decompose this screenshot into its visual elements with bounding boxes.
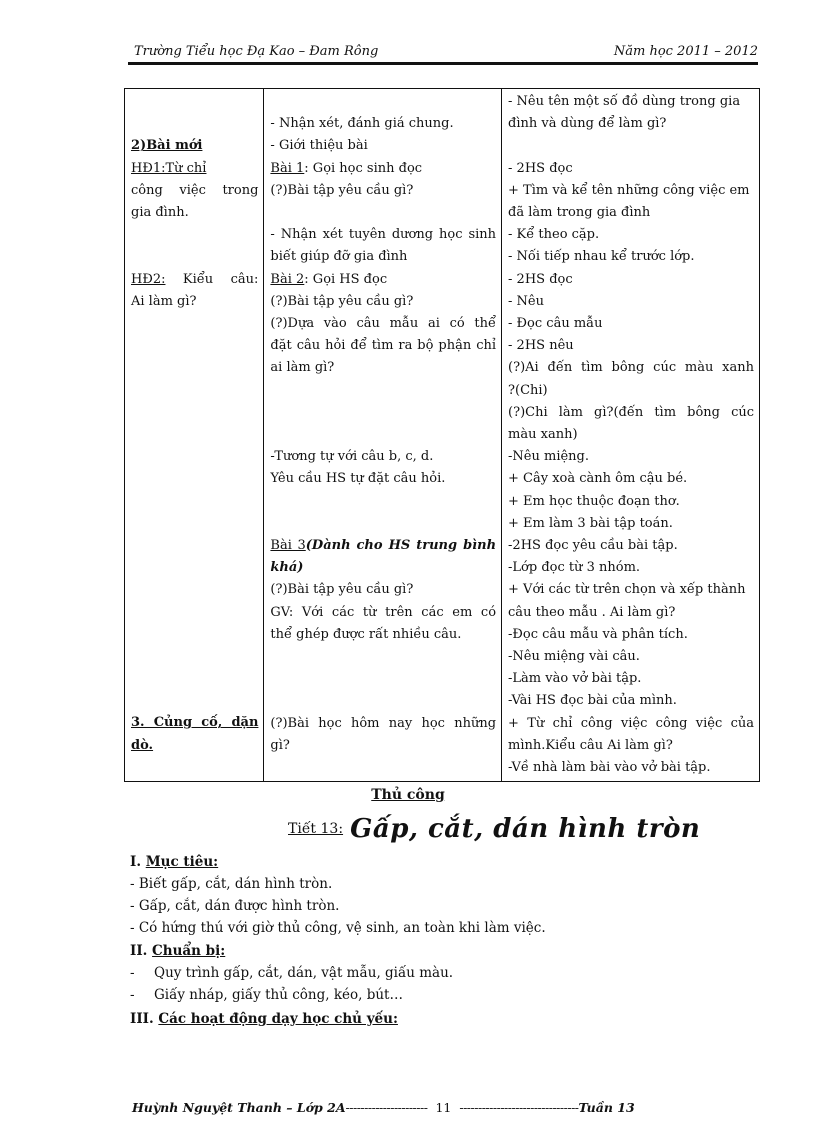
table-line: - 2HS đọc xyxy=(508,160,573,176)
table-line: mình.Kiểu câu Ai làm gì? xyxy=(508,737,673,753)
preparation-item: - Giấy nháp, giấy thủ công, kéo, bút… xyxy=(130,987,403,1003)
table-line: HĐ2: Kiểu câu: xyxy=(131,271,259,287)
footer-week: Tuần 13 xyxy=(578,1100,635,1115)
table-line: - Nêu tên một số đồ dùng trong gia xyxy=(508,94,741,109)
table-line: gì? xyxy=(270,737,290,753)
table-line xyxy=(270,646,496,668)
table-line: + Em học thuộc đoạn thơ. xyxy=(508,493,680,509)
table-line: GV: Với các từ trên các em có xyxy=(270,604,497,620)
table-line: gia đình. xyxy=(131,204,189,220)
table-line: (?)Bài tập yêu cầu gì? xyxy=(270,293,414,309)
table-line xyxy=(270,402,496,424)
table-line: -2HS đọc yêu cầu bài tập. xyxy=(508,538,678,554)
table-line: Ai làm gì? xyxy=(131,293,197,309)
table-line: - Nhận xét, đánh giá chung. xyxy=(270,116,454,132)
table-line xyxy=(270,91,496,113)
table-line: đã làm trong gia đình xyxy=(508,205,651,220)
table-row xyxy=(125,89,760,782)
teacher-column xyxy=(264,89,502,782)
table-line: 2)Bài mới xyxy=(131,138,203,154)
table-line xyxy=(131,601,258,623)
table-line: đặt câu hỏi để tìm ra bộ phận chỉ xyxy=(270,338,497,354)
table-line: - 2HS đọc xyxy=(508,271,573,287)
lesson-number: Tiết 13: xyxy=(288,821,344,837)
table-line: -Đọc câu mẫu và phân tích. xyxy=(508,626,688,642)
table-line: (?)Bài tập yêu cầu gì? xyxy=(270,182,414,198)
table-line: -Nêu miệng. xyxy=(508,449,590,465)
objective-item: - Biết gấp, cắt, dán hình tròn. xyxy=(130,876,333,892)
footer-teacher: Huỳnh Nguyệt Thanh – Lớp 2A xyxy=(132,1100,346,1115)
table-line: đình và dùng để làm gì? xyxy=(508,116,667,132)
table-line xyxy=(131,380,258,402)
table-line: Yêu cầu HS tự đặt câu hỏi. xyxy=(270,471,446,487)
table-line: công việc trong xyxy=(131,182,259,198)
objective-item: - Có hứng thú với giờ thủ công, vệ sinh, an toàn khi làm việc. xyxy=(130,920,546,936)
table-line: - Kể theo cặp. xyxy=(508,227,600,243)
table-line: + Tìm và kể tên những công việc em xyxy=(508,182,750,198)
table-line xyxy=(131,402,258,424)
table-line: + Từ chỉ công việc công việc của xyxy=(508,715,754,731)
table-line xyxy=(131,335,258,357)
page-header xyxy=(128,44,758,62)
header-school: Trường Tiểu học Đạ Kao – Đam Rông xyxy=(134,44,379,59)
table-line xyxy=(131,690,258,712)
table-line xyxy=(131,513,258,535)
table-line: (?)Chi làm gì?(đến tìm bông cúc xyxy=(508,404,754,420)
subject-title: Thủ công xyxy=(371,787,445,803)
table-line: 3. Củng cố, dặn xyxy=(131,715,259,731)
table-line: biết giúp đỡ gia đình xyxy=(270,249,408,265)
table-line: -Về nhà làm bài vào vở bài tập. xyxy=(508,760,711,776)
lesson-heading xyxy=(288,814,700,844)
table-line xyxy=(131,224,258,246)
table-line: (?)Dựa vào câu mẫu ai có thể xyxy=(270,316,497,331)
header-school-year: Năm học 2011 – 2012 xyxy=(613,44,758,59)
table-line: Bài 1: Gọi học sinh đọc xyxy=(270,160,423,176)
table-line: HĐ1:Từ chỉ xyxy=(131,160,207,176)
table-line xyxy=(270,424,496,446)
table-line xyxy=(131,424,258,446)
activity-column xyxy=(125,89,264,782)
table-line: ai làm gì? xyxy=(270,360,335,376)
section-objectives xyxy=(130,851,546,939)
table-line: -Tương tự với câu b, c, d. xyxy=(270,449,434,465)
table-line xyxy=(131,446,258,468)
table-line: dò. xyxy=(131,737,154,753)
table-line xyxy=(131,557,258,579)
table-line: + Với các từ trên chọn và xếp thành xyxy=(508,582,746,598)
table-line: -Làm vào vở bài tập. xyxy=(508,671,642,687)
table-line: (?)Bài tập yêu cầu gì? xyxy=(270,582,414,598)
table-line xyxy=(131,490,258,512)
table-line: - Nhận xét tuyên dương học sinh xyxy=(270,227,497,243)
table-line xyxy=(270,513,496,535)
table-line: + Cây xoà cành ôm cậu bé. xyxy=(508,471,688,487)
table-line xyxy=(131,357,258,379)
section-heading: III. Các hoạt động dạy học chủ yếu: xyxy=(130,1011,398,1027)
preparation-item: - Quy trình gấp, cắt, dán, vật mẫu, giấu màu. xyxy=(130,965,454,981)
table-line xyxy=(131,579,258,601)
table-line: - Đọc câu mẫu xyxy=(508,316,603,332)
table-line: thể ghép được rất nhiều câu. xyxy=(270,626,462,642)
table-line: ?(Chi) xyxy=(508,382,548,398)
page-footer: Huỳnh Nguyệt Thanh – Lớp 2A---------------------- 11 --------------------------------Tuần 13 xyxy=(132,1100,635,1115)
objective-item: - Gấp, cắt, dán được hình tròn. xyxy=(130,898,340,914)
table-line xyxy=(270,202,496,224)
page-number: 11 xyxy=(435,1100,452,1115)
table-line: - Nối tiếp nhau kể trước lớp. xyxy=(508,249,695,265)
section-heading: II. Chuẩn bị: xyxy=(130,943,226,959)
table-line: Bài 2: Gọi HS đọc xyxy=(270,271,388,287)
table-line: - Nêu xyxy=(508,293,544,309)
table-line: -Nêu miệng vài câu. xyxy=(508,649,640,665)
lesson-title: Gấp, cắt, dán hình tròn xyxy=(350,814,701,844)
header-rule xyxy=(128,62,758,65)
table-line: Bài 3(Dành cho HS trung bình xyxy=(270,537,497,553)
student-column xyxy=(502,89,760,782)
table-line: -Lớp đọc từ 3 nhóm. xyxy=(508,560,641,576)
section-activities xyxy=(130,1008,398,1030)
table-line xyxy=(131,468,258,490)
table-line: - Giới thiệu bài xyxy=(270,138,368,154)
lesson-plan-table xyxy=(124,88,760,782)
table-line xyxy=(131,535,258,557)
table-line: (?)Ai đến tìm bông cúc màu xanh xyxy=(508,360,754,376)
table-line xyxy=(270,491,496,513)
table-line: (?)Bài học hôm nay học những xyxy=(270,715,497,731)
table-line xyxy=(131,113,258,135)
table-line: + Em làm 3 bài tập toán. xyxy=(508,515,673,531)
table-line: - 2HS nêu xyxy=(508,338,574,354)
table-line xyxy=(131,668,258,690)
table-line xyxy=(131,313,258,335)
table-line xyxy=(131,624,258,646)
table-line xyxy=(508,135,754,157)
table-line: câu theo mẫu . Ai làm gì? xyxy=(508,604,676,620)
section-preparation xyxy=(130,940,453,1006)
table-line xyxy=(131,91,258,113)
table-line xyxy=(270,690,496,712)
section-heading: I. Mục tiêu: xyxy=(130,854,219,870)
table-line xyxy=(131,246,258,268)
table-line: màu xanh) xyxy=(508,427,578,443)
table-line xyxy=(131,646,258,668)
table-line: -Vài HS đọc bài của mình. xyxy=(508,693,677,709)
table-line: khá) xyxy=(270,560,304,576)
table-line xyxy=(270,380,496,402)
table-line xyxy=(270,668,496,690)
